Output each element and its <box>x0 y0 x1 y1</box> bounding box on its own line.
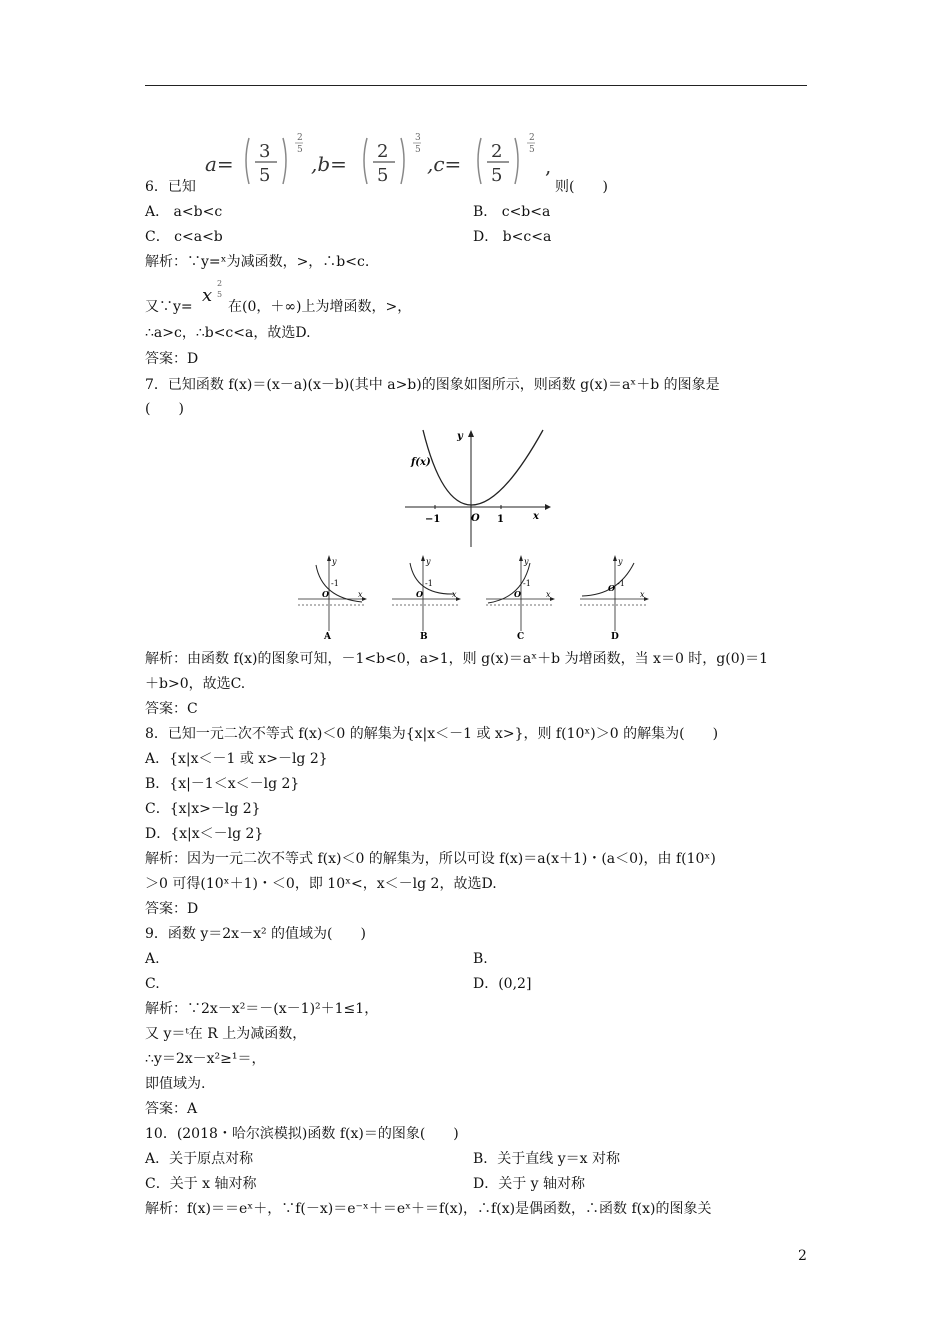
q7-stem-1: 7．已知函数 f(x)＝(x－a)(x－b)(其中 a>b)的图象如图所示，则函数 g(x)＝aˣ＋b 的图象是 <box>145 377 720 393</box>
q9-answer: 答案：A <box>145 1101 198 1117</box>
q6-c-exp-num: 2 <box>529 133 535 143</box>
q9-option-d: D．(0,2] <box>473 976 532 992</box>
q8-analysis-2: ＞0 可得(10ˣ＋1)・＜0，即 10ˣ<，x＜－lg 2，故选D. <box>145 876 497 892</box>
q6-analysis-2-exp-num: 2 <box>217 279 223 288</box>
q7-graph-a-label-1: -1 <box>331 579 339 588</box>
q7-stem-2: ( ) <box>145 401 184 417</box>
q7-graph-tick-neg1: −1 <box>425 514 441 525</box>
q7-graph-d-y: y <box>618 557 623 566</box>
q7-graph-c-letter: C <box>517 632 525 642</box>
q6-stem-tail: 则( ) <box>555 179 608 195</box>
q8-answer: 答案：D <box>145 901 199 917</box>
q10-analysis-1: 解析：f(x)＝＝eˣ＋，∵f(－x)＝e⁻ˣ＋＝eˣ＋＝f(x)，∴f(x)是偶函数，∴函数 f(x)的图象关 <box>145 1201 712 1217</box>
q6-answer: 答案：D <box>145 351 199 367</box>
q6-formula-end: , <box>545 154 552 178</box>
q7-graph-x-label: x <box>533 511 539 522</box>
q6-c-num: 2 <box>491 141 503 162</box>
q10-option-b: B．关于直线 y＝x 对称 <box>473 1151 620 1167</box>
q7-analysis-2: ＋b>0，故选C. <box>145 676 246 692</box>
q9-analysis-4: 即值域为. <box>145 1076 206 1092</box>
q7-graph-c <box>484 553 559 643</box>
q9-analysis-1: 解析：∵2x－x²＝－(x－1)²＋1≤1， <box>145 1001 379 1017</box>
q6-b-exp-num: 3 <box>415 133 421 143</box>
q8-option-d: D．{x|x＜－lg 2} <box>145 826 264 842</box>
q7-graph-d-x: x <box>640 590 645 599</box>
q7-graph-d-letter: D <box>611 632 619 642</box>
q6-a-lhs: a= <box>205 152 234 176</box>
q7-analysis-1: 解析：由函数 f(x)的图象可知，－1<b<0，a>1，则 g(x)＝aˣ＋b 为增函数，当 x＝0 时，g(0)＝1 <box>145 651 768 667</box>
q7-graph-a-o: O <box>322 589 329 599</box>
q7-graph-a <box>296 553 371 643</box>
q7-graph-tick-1: 1 <box>497 514 504 525</box>
q7-graph-b-letter: B <box>420 632 428 642</box>
q7-graph-a-x: x <box>358 590 363 599</box>
q8-option-c: C．{x|x>－lg 2} <box>145 801 261 817</box>
q7-graph-b-label-1: -1 <box>425 579 433 588</box>
q6-c-exp-den: 5 <box>529 145 535 155</box>
q6-b-exp-den: 5 <box>415 145 421 155</box>
q7-graph-d-o: O <box>608 583 615 593</box>
page-number: 2 <box>798 1248 807 1264</box>
q9-analysis-3: ∴y＝2x－x²≥¹＝， <box>145 1051 266 1067</box>
q7-graph-c-y: y <box>524 557 529 566</box>
q7-graph-b-o: O <box>416 589 423 599</box>
q6-option-d: D． b<c<a <box>473 229 552 245</box>
q7-graph-d-label-1: -1 <box>617 579 625 588</box>
q9-analysis-2: 又 y＝ᵗ在 R 上为减函数， <box>145 1026 307 1042</box>
q6-option-c: C． c<a<b <box>145 229 223 245</box>
q6-b-num: 2 <box>377 141 389 162</box>
q7-graph-b-y: y <box>426 557 431 566</box>
q6-a-num: 3 <box>259 141 271 162</box>
q6-b-lhs: ,b= <box>311 152 347 176</box>
q6-analysis-3: ∴a>c，∴b<c<a，故选D. <box>145 325 311 341</box>
q7-graph-b <box>390 553 465 643</box>
q8-analysis-1: 解析：因为一元二次不等式 f(x)＜0 的解集为，所以可设 f(x)＝a(x＋1)・(a＜0)，由 f(10ˣ) <box>145 851 716 867</box>
q6-c-den: 5 <box>491 165 503 186</box>
q7-graph <box>405 425 555 550</box>
q6-stem: 6．已知 <box>145 179 196 195</box>
q8-option-b: B．{x|－1＜x＜－lg 2} <box>145 776 300 792</box>
q9-stem: 9．函数 y＝2x－x² 的值域为( ) <box>145 926 366 942</box>
q7-graph-c-label-1: -1 <box>523 579 531 588</box>
q6-formula <box>205 128 565 190</box>
q6-analysis-1: 解析：∵y=ˣ为减函数，>，∴b<c. <box>145 254 370 270</box>
q6-analysis-2-exp-den: 5 <box>217 290 223 299</box>
q6-a-den: 5 <box>259 165 271 186</box>
q6-b-den: 5 <box>377 165 389 186</box>
q10-option-a: A．关于原点对称 <box>145 1151 254 1167</box>
q6-a-exp-num: 2 <box>297 133 303 143</box>
header-rule <box>145 85 807 86</box>
q6-option-a: A． a<b<c <box>145 204 223 220</box>
q10-option-c: C．关于 x 轴对称 <box>145 1176 257 1192</box>
q7-graph-b-x: x <box>452 590 457 599</box>
q8-stem: 8．已知一元二次不等式 f(x)＜0 的解集为{x|x＜－1 或 x>}，则 f(10ˣ)＞0 的解集为( ) <box>145 726 719 742</box>
q9-option-b: B. <box>473 951 488 967</box>
q6-a-exp-den: 5 <box>297 145 303 155</box>
q10-option-d: D．关于 y 轴对称 <box>473 1176 586 1192</box>
q6-c-lhs: ,c= <box>427 152 462 176</box>
q7-graph-o-label: O <box>471 513 480 524</box>
q6-analysis-2-x: x <box>202 285 213 306</box>
q7-graph-c-x: x <box>546 590 551 599</box>
q6-analysis-2-pre: 又∵y= <box>145 299 193 315</box>
q7-graph-y-label: y <box>457 431 463 442</box>
q10-stem: 10．(2018・哈尔滨模拟)函数 f(x)＝的图象( ) <box>145 1126 459 1142</box>
q7-graph-a-y: y <box>332 557 337 566</box>
q7-answer: 答案：C <box>145 701 198 717</box>
q7-graph-fx-label: f(x) <box>411 457 431 468</box>
q7-graph-a-letter: A <box>324 632 331 642</box>
q6-analysis-2-post: 在(0，＋∞)上为增函数，>， <box>228 299 412 315</box>
q6-option-b: B． c<b<a <box>473 204 551 220</box>
q7-graph-d <box>578 553 653 643</box>
q7-graph-c-o: O <box>514 589 521 599</box>
q9-option-c: C. <box>145 976 160 992</box>
q9-option-a: A. <box>145 951 160 967</box>
q8-option-a: A．{x|x＜－1 或 x>－lg 2} <box>145 751 328 767</box>
